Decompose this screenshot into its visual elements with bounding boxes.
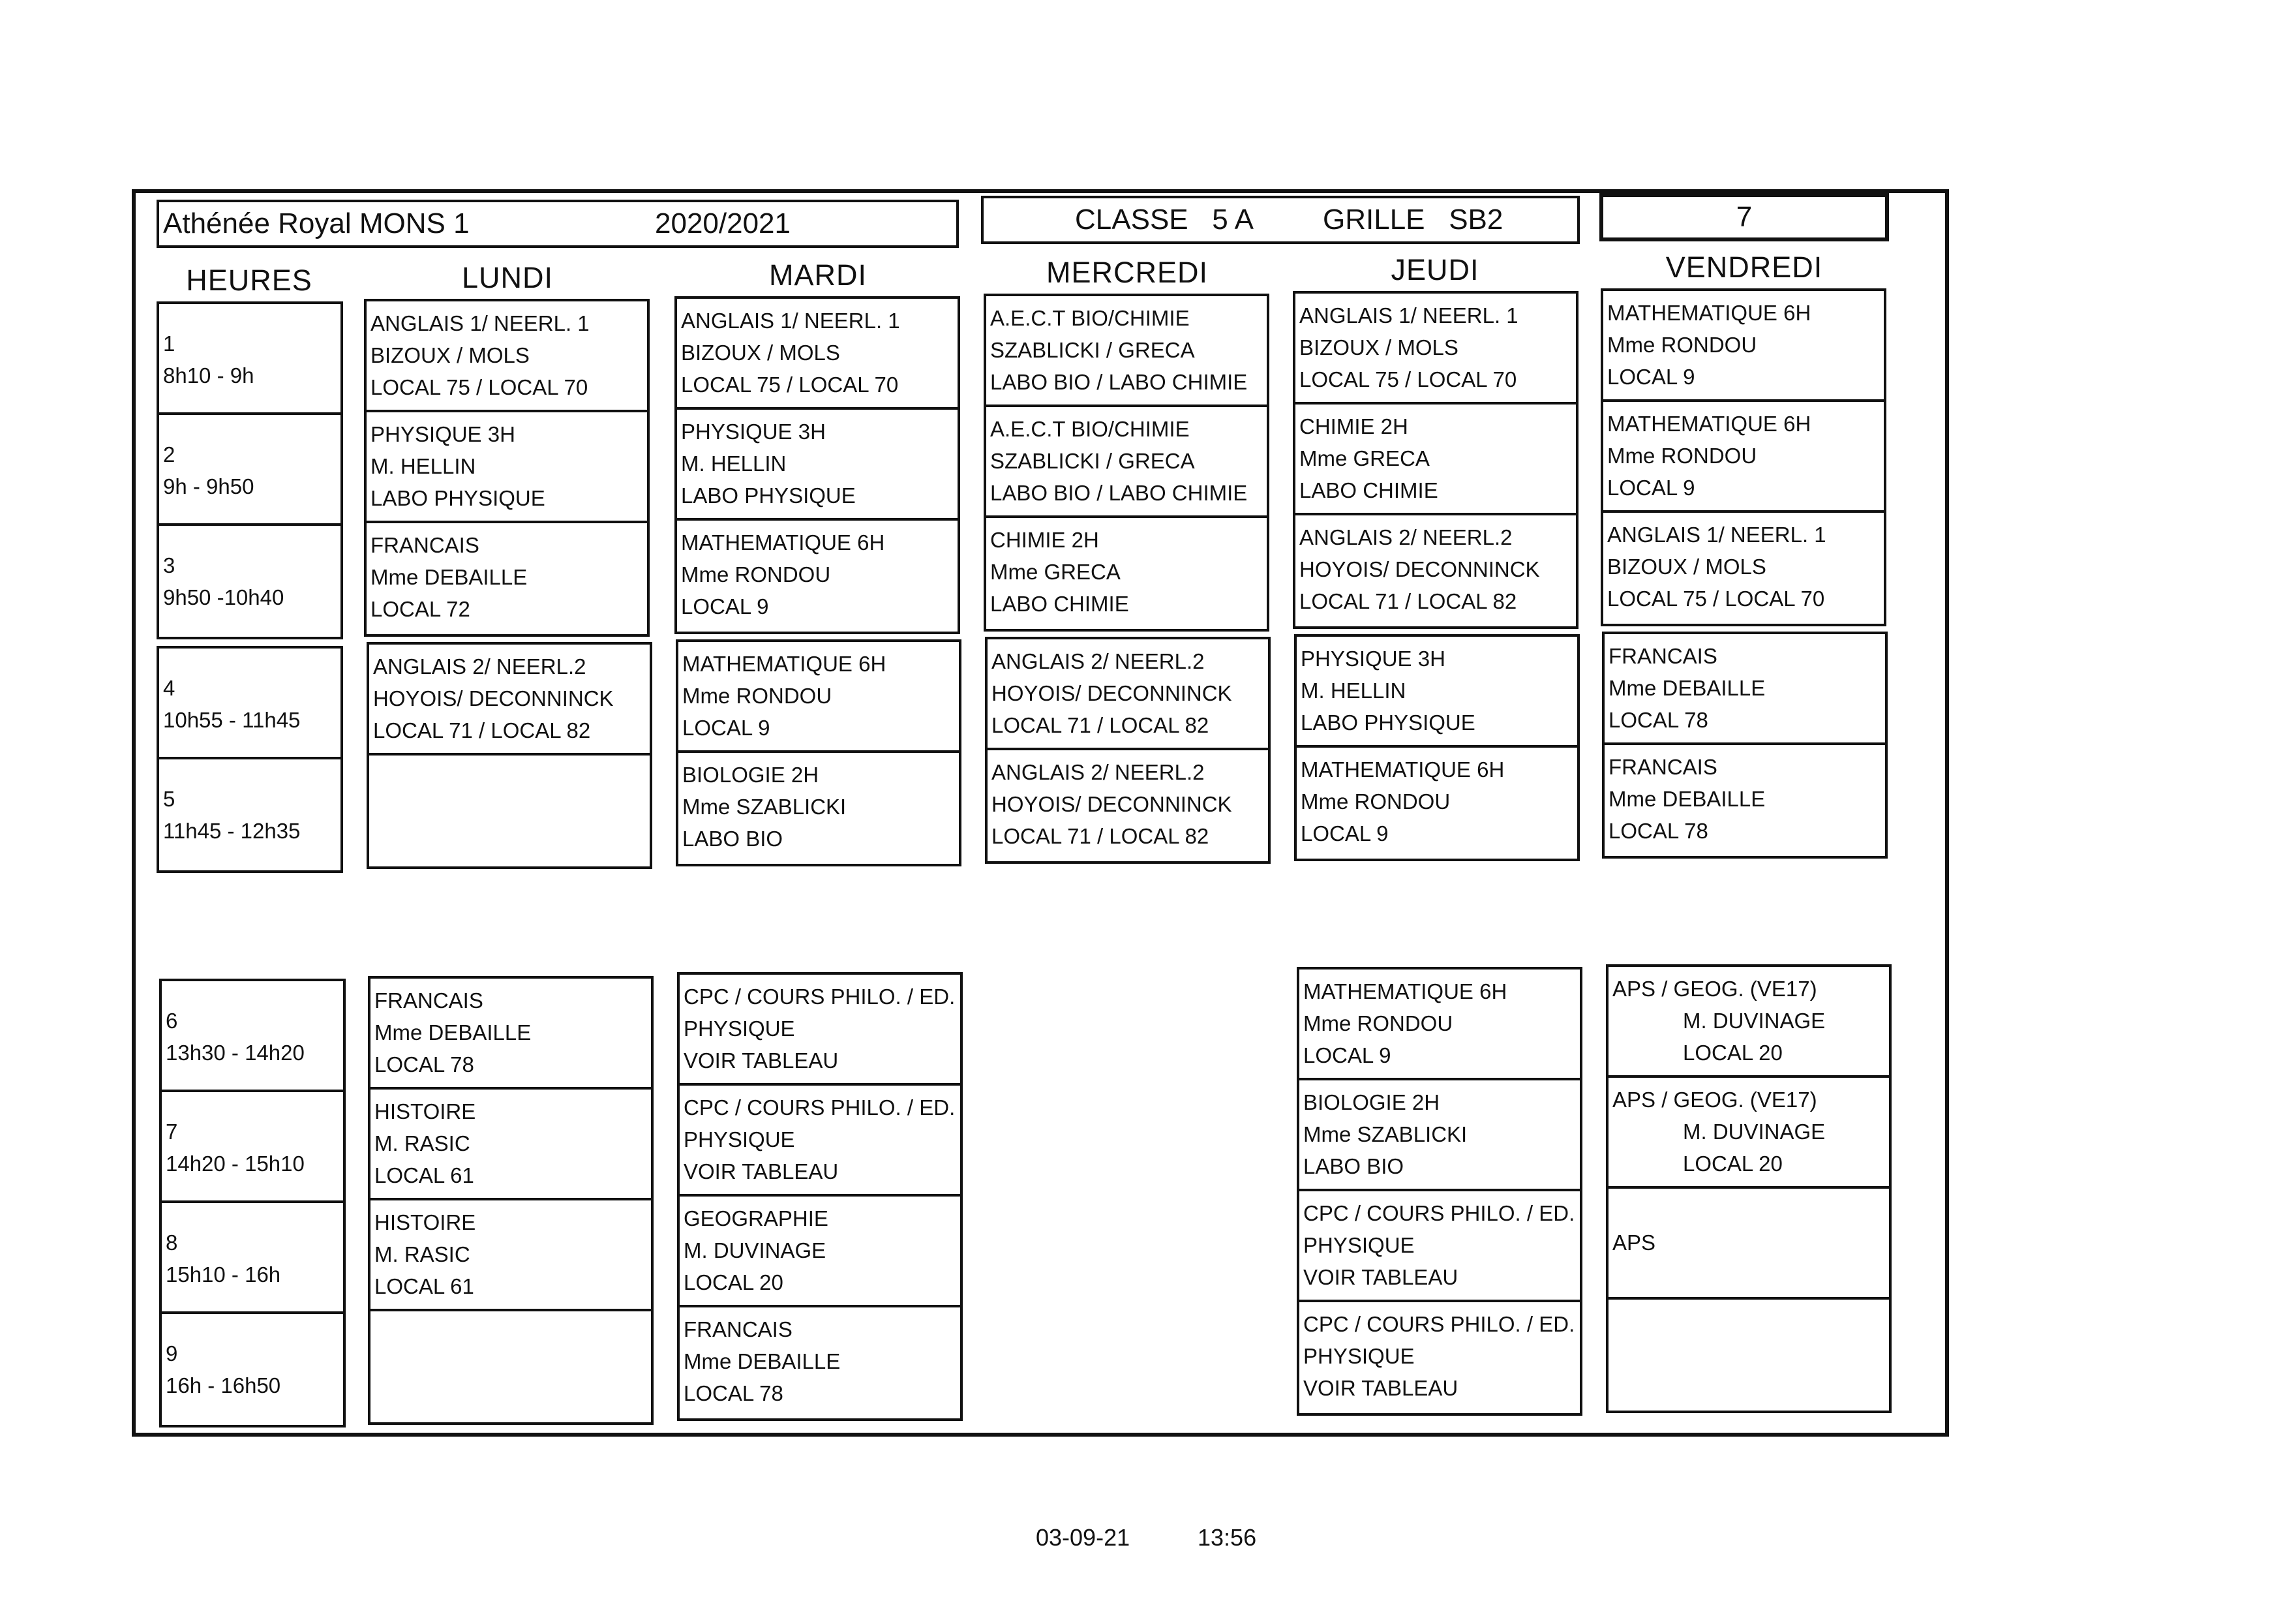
course-teacher: BIZOUX / MOLS bbox=[681, 341, 840, 365]
course-subject: ANGLAIS 1/ NEERL. 1 bbox=[1299, 303, 1518, 328]
grid-number: 7 bbox=[1736, 201, 1753, 233]
course-teacher bbox=[373, 793, 650, 825]
course-cell bbox=[1299, 1191, 1580, 1302]
course-cell bbox=[370, 979, 651, 1090]
hour-number: 4 bbox=[163, 676, 175, 700]
course-teacher: PHYSIQUE bbox=[684, 1016, 795, 1041]
column-heading-mardi: MARDI bbox=[769, 258, 867, 292]
course-subject: APS / GEOG. (VE17) bbox=[1612, 1088, 1817, 1112]
hour-time: 10h55 - 11h45 bbox=[163, 708, 301, 732]
mercredi-morning-2 bbox=[985, 637, 1271, 864]
hour-row bbox=[159, 526, 340, 637]
hour-row bbox=[159, 304, 340, 415]
course-subject: ANGLAIS 2/ NEERL.2 bbox=[991, 760, 1205, 784]
course-room: LOCAL 72 bbox=[370, 597, 470, 621]
course-teacher: Mme RONDOU bbox=[1607, 444, 1757, 468]
course-cell bbox=[1299, 1302, 1580, 1413]
course-subject: MATHEMATIQUE 6H bbox=[1607, 412, 1811, 436]
school-name: Athénée Royal MONS 1 bbox=[163, 207, 470, 239]
course-cell bbox=[1605, 745, 1885, 856]
class-box bbox=[981, 196, 1580, 244]
course-teacher: M. DUVINAGE bbox=[684, 1238, 826, 1262]
mardi-afternoon bbox=[677, 972, 963, 1421]
course-cell bbox=[370, 1090, 651, 1200]
course-cell bbox=[988, 750, 1268, 861]
course-subject: GEOGRAPHIE bbox=[684, 1206, 828, 1230]
course-subject bbox=[373, 761, 650, 793]
hour-row bbox=[159, 759, 340, 870]
course-subject: CPC / COURS PHILO. / ED. bbox=[1303, 1312, 1575, 1336]
course-room: LOCAL 61 bbox=[374, 1163, 474, 1187]
course-cell bbox=[1609, 967, 1889, 1078]
hour-row bbox=[162, 1203, 343, 1314]
course-teacher: Mme DEBAILLE bbox=[1609, 787, 1766, 811]
column-heading-lundi: LUNDI bbox=[461, 261, 554, 294]
course-subject: ANGLAIS 2/ NEERL.2 bbox=[1299, 525, 1513, 549]
school-box bbox=[157, 200, 959, 248]
course-teacher: PHYSIQUE bbox=[1303, 1233, 1415, 1257]
course-teacher bbox=[1612, 1337, 1889, 1369]
course-room: VOIR TABLEAU bbox=[684, 1048, 839, 1073]
course-room: LOCAL 78 bbox=[1609, 819, 1708, 843]
mardi-morning-1 bbox=[674, 296, 960, 634]
course-teacher: M. RASIC bbox=[374, 1131, 470, 1155]
course-teacher: BIZOUX / MOLS bbox=[370, 343, 530, 367]
course-teacher: PHYSIQUE bbox=[1303, 1344, 1415, 1368]
course-room: LABO CHIMIE bbox=[1299, 478, 1438, 502]
class-name: CLASSE 5 A bbox=[1075, 204, 1254, 236]
course-cell bbox=[1609, 1189, 1889, 1300]
course-cell bbox=[1297, 637, 1577, 748]
course-subject: MATHEMATIQUE 6H bbox=[1607, 301, 1811, 325]
course-subject: MATHEMATIQUE 6H bbox=[1303, 979, 1507, 1003]
course-subject: CPC / COURS PHILO. / ED. bbox=[684, 1095, 956, 1120]
course-room: LOCAL 20 bbox=[684, 1270, 783, 1294]
course-subject: ANGLAIS 1/ NEERL. 1 bbox=[1607, 523, 1826, 547]
course-cell bbox=[678, 753, 959, 864]
hours-block-afternoon bbox=[159, 979, 346, 1427]
number-box bbox=[1599, 193, 1889, 241]
course-teacher: Mme DEBAILLE bbox=[684, 1349, 841, 1373]
vendredi-morning-1 bbox=[1601, 288, 1886, 626]
lundi-morning-1 bbox=[364, 299, 650, 637]
course-teacher: SZABLICKI / GRECA bbox=[990, 338, 1195, 362]
course-subject: CPC / COURS PHILO. / ED. bbox=[684, 985, 956, 1009]
school-year: 2020/2021 bbox=[655, 207, 791, 239]
course-room: LOCAL 9 bbox=[682, 716, 770, 740]
hour-row bbox=[162, 1092, 343, 1203]
course-cell bbox=[369, 645, 650, 756]
course-subject: APS / GEOG. (VE17) bbox=[1612, 977, 1817, 1001]
course-subject: APS bbox=[1612, 1230, 1656, 1255]
course-room: LOCAL 20 bbox=[1683, 1041, 1783, 1065]
course-room: VOIR TABLEAU bbox=[684, 1159, 839, 1183]
course-cell bbox=[677, 410, 958, 521]
course-subject: MATHEMATIQUE 6H bbox=[682, 652, 886, 676]
course-subject: ANGLAIS 2/ NEERL.2 bbox=[373, 654, 586, 679]
course-cell bbox=[986, 518, 1267, 629]
course-subject: CHIMIE 2H bbox=[990, 528, 1099, 552]
hour-number: 9 bbox=[166, 1341, 178, 1366]
course-teacher: Mme GRECA bbox=[1299, 446, 1430, 470]
course-subject: MATHEMATIQUE 6H bbox=[681, 530, 885, 555]
hours-block-morning-2 bbox=[157, 646, 343, 873]
course-cell bbox=[680, 1197, 960, 1307]
course-teacher: SZABLICKI / GRECA bbox=[990, 449, 1195, 473]
hour-number: 5 bbox=[163, 787, 175, 811]
course-room: LOCAL 78 bbox=[374, 1052, 474, 1076]
course-room: LOCAL 61 bbox=[374, 1274, 474, 1298]
course-teacher: M. HELLIN bbox=[1301, 679, 1406, 703]
course-room: LOCAL 9 bbox=[1303, 1043, 1391, 1067]
course-teacher: M. DUVINAGE bbox=[1683, 1009, 1826, 1033]
course-room: LOCAL 9 bbox=[1607, 476, 1695, 500]
lundi-afternoon bbox=[368, 976, 654, 1425]
course-teacher: HOYOIS/ DECONNINCK bbox=[991, 681, 1232, 705]
print-date: 03-09-21 bbox=[1036, 1524, 1130, 1551]
course-room: LABO PHYSIQUE bbox=[370, 486, 545, 510]
course-subject: FRANCAIS bbox=[374, 988, 483, 1013]
course-subject: PHYSIQUE 3H bbox=[681, 420, 826, 444]
course-teacher: BIZOUX / MOLS bbox=[1299, 335, 1458, 359]
course-cell bbox=[1295, 515, 1576, 626]
course-teacher: PHYSIQUE bbox=[684, 1127, 795, 1152]
course-cell bbox=[677, 299, 958, 410]
course-subject: ANGLAIS 1/ NEERL. 1 bbox=[681, 309, 900, 333]
jeudi-morning-1 bbox=[1293, 291, 1578, 629]
course-subject bbox=[374, 1317, 651, 1349]
course-subject: FRANCAIS bbox=[1609, 644, 1717, 668]
course-cell bbox=[1299, 1080, 1580, 1191]
course-room: LOCAL 71 / LOCAL 82 bbox=[373, 718, 591, 742]
course-room: LABO BIO bbox=[1303, 1154, 1404, 1178]
course-room: LABO PHYSIQUE bbox=[681, 483, 856, 508]
course-cell bbox=[678, 642, 959, 753]
course-teacher: Mme RONDOU bbox=[681, 562, 831, 587]
course-teacher: Mme RONDOU bbox=[1301, 789, 1451, 814]
course-cell-empty bbox=[1609, 1300, 1889, 1411]
course-teacher bbox=[374, 1349, 651, 1381]
jeudi-afternoon bbox=[1297, 967, 1582, 1416]
hour-number: 7 bbox=[166, 1120, 178, 1144]
hour-time: 8h10 - 9h bbox=[163, 363, 254, 388]
hour-time: 16h - 16h50 bbox=[166, 1373, 281, 1397]
course-room: LOCAL 75 / LOCAL 70 bbox=[1607, 587, 1825, 611]
course-subject: A.E.C.T BIO/CHIMIE bbox=[990, 306, 1190, 330]
hour-number: 1 bbox=[163, 331, 175, 356]
course-room: LABO CHIMIE bbox=[990, 592, 1129, 616]
course-subject: PHYSIQUE 3H bbox=[370, 422, 515, 446]
course-room: LABO PHYSIQUE bbox=[1301, 710, 1475, 735]
hour-time: 9h50 -10h40 bbox=[163, 585, 284, 609]
course-teacher: M. HELLIN bbox=[681, 451, 787, 476]
course-room: LABO BIO / LABO CHIMIE bbox=[990, 481, 1248, 505]
course-teacher: Mme RONDOU bbox=[682, 684, 832, 708]
course-room: LOCAL 75 / LOCAL 70 bbox=[1299, 367, 1517, 391]
course-room: LOCAL 71 / LOCAL 82 bbox=[991, 713, 1209, 737]
print-time: 13:56 bbox=[1198, 1524, 1257, 1551]
course-cell bbox=[986, 407, 1267, 518]
course-room: LOCAL 78 bbox=[1609, 708, 1708, 732]
course-cell bbox=[680, 1086, 960, 1197]
course-cell bbox=[680, 1307, 960, 1418]
course-cell bbox=[1609, 1078, 1889, 1189]
course-cell bbox=[677, 521, 958, 632]
course-subject: CPC / COURS PHILO. / ED. bbox=[1303, 1201, 1575, 1225]
course-subject: BIOLOGIE 2H bbox=[682, 763, 819, 787]
course-cell bbox=[1603, 402, 1884, 513]
hour-number: 3 bbox=[163, 553, 175, 577]
course-teacher: Mme GRECA bbox=[990, 560, 1121, 584]
vendredi-afternoon bbox=[1606, 964, 1892, 1413]
course-cell bbox=[370, 1200, 651, 1311]
course-room: LOCAL 71 / LOCAL 82 bbox=[1299, 589, 1517, 613]
column-heading-heures: HEURES bbox=[186, 264, 312, 297]
course-room: LOCAL 78 bbox=[684, 1381, 783, 1405]
course-cell bbox=[367, 412, 647, 523]
hour-row bbox=[162, 1314, 343, 1425]
course-room: LOCAL 9 bbox=[1301, 821, 1389, 846]
vendredi-morning-2 bbox=[1602, 632, 1888, 859]
course-room: LOCAL 20 bbox=[1683, 1152, 1783, 1176]
course-teacher: Mme DEBAILLE bbox=[374, 1020, 532, 1045]
column-heading-mercredi: MERCREDI bbox=[1046, 256, 1208, 289]
mardi-morning-2 bbox=[676, 639, 961, 866]
course-room bbox=[373, 825, 650, 857]
course-room: LOCAL 9 bbox=[1607, 365, 1695, 389]
course-room: LABO BIO bbox=[682, 827, 783, 851]
course-cell-empty bbox=[370, 1311, 651, 1422]
course-subject: BIOLOGIE 2H bbox=[1303, 1090, 1440, 1114]
hour-time: 9h - 9h50 bbox=[163, 474, 254, 498]
course-cell bbox=[1295, 404, 1576, 515]
hour-number: 2 bbox=[163, 442, 175, 466]
course-cell bbox=[367, 301, 647, 412]
course-subject: HISTOIRE bbox=[374, 1099, 476, 1123]
course-teacher: Mme DEBAILLE bbox=[370, 565, 528, 589]
jeudi-morning-2 bbox=[1294, 634, 1580, 861]
course-subject: ANGLAIS 1/ NEERL. 1 bbox=[370, 311, 590, 335]
course-cell bbox=[367, 523, 647, 634]
course-teacher: Mme SZABLICKI bbox=[682, 795, 847, 819]
course-teacher: M. RASIC bbox=[374, 1242, 470, 1266]
course-room: VOIR TABLEAU bbox=[1303, 1265, 1458, 1289]
course-teacher: Mme RONDOU bbox=[1607, 333, 1757, 357]
course-subject: CHIMIE 2H bbox=[1299, 414, 1408, 438]
hours-block-morning-1 bbox=[157, 301, 343, 639]
course-teacher: HOYOIS/ DECONNINCK bbox=[991, 792, 1232, 816]
column-heading-vendredi: VENDREDI bbox=[1665, 251, 1823, 284]
course-teacher: HOYOIS/ DECONNINCK bbox=[373, 686, 614, 710]
hour-number: 8 bbox=[166, 1230, 178, 1255]
course-teacher: BIZOUX / MOLS bbox=[1607, 555, 1766, 579]
course-cell bbox=[1295, 294, 1576, 404]
course-teacher: Mme SZABLICKI bbox=[1303, 1122, 1468, 1146]
course-cell-empty bbox=[369, 756, 650, 866]
course-teacher: HOYOIS/ DECONNINCK bbox=[1299, 557, 1540, 581]
course-room: LABO BIO / LABO CHIMIE bbox=[990, 370, 1248, 394]
course-subject: FRANCAIS bbox=[684, 1317, 793, 1341]
course-subject: A.E.C.T BIO/CHIMIE bbox=[990, 417, 1190, 441]
lundi-morning-2 bbox=[367, 642, 652, 869]
course-subject: HISTOIRE bbox=[374, 1210, 476, 1234]
course-cell bbox=[1603, 513, 1884, 624]
course-room: LOCAL 9 bbox=[681, 594, 769, 618]
course-subject: FRANCAIS bbox=[1609, 755, 1717, 779]
course-cell bbox=[1299, 969, 1580, 1080]
course-teacher: M. DUVINAGE bbox=[1683, 1120, 1826, 1144]
course-subject: MATHEMATIQUE 6H bbox=[1301, 757, 1505, 782]
course-cell bbox=[986, 296, 1267, 407]
course-room: LOCAL 71 / LOCAL 82 bbox=[991, 824, 1209, 848]
hour-time: 13h30 - 14h20 bbox=[166, 1041, 305, 1065]
hour-time: 14h20 - 15h10 bbox=[166, 1152, 305, 1176]
hour-time: 15h10 - 16h bbox=[166, 1262, 281, 1287]
course-cell bbox=[1605, 634, 1885, 745]
course-subject: PHYSIQUE 3H bbox=[1301, 647, 1445, 671]
course-room bbox=[374, 1381, 651, 1413]
hour-row bbox=[162, 981, 343, 1092]
hour-row bbox=[159, 649, 340, 759]
course-teacher: Mme DEBAILLE bbox=[1609, 676, 1766, 700]
course-cell bbox=[1297, 748, 1577, 859]
mercredi-morning-1 bbox=[984, 294, 1269, 632]
column-heading-jeudi: JEUDI bbox=[1391, 253, 1479, 286]
course-room bbox=[1612, 1369, 1889, 1401]
grid-name: GRILLE SB2 bbox=[1323, 204, 1503, 236]
course-cell bbox=[988, 639, 1268, 750]
hour-number: 6 bbox=[166, 1009, 178, 1033]
hour-row bbox=[159, 415, 340, 526]
course-subject bbox=[1612, 1305, 1889, 1337]
course-room: LOCAL 75 / LOCAL 70 bbox=[681, 373, 899, 397]
course-teacher: Mme RONDOU bbox=[1303, 1011, 1453, 1035]
hour-time: 11h45 - 12h35 bbox=[163, 819, 301, 843]
course-cell bbox=[680, 975, 960, 1086]
course-teacher: M. HELLIN bbox=[370, 454, 476, 478]
course-room: VOIR TABLEAU bbox=[1303, 1376, 1458, 1400]
course-subject: FRANCAIS bbox=[370, 533, 479, 557]
course-teacher bbox=[1612, 1259, 1889, 1290]
course-room: LOCAL 75 / LOCAL 70 bbox=[370, 375, 588, 399]
course-cell bbox=[1603, 291, 1884, 402]
course-subject: ANGLAIS 2/ NEERL.2 bbox=[991, 649, 1205, 673]
